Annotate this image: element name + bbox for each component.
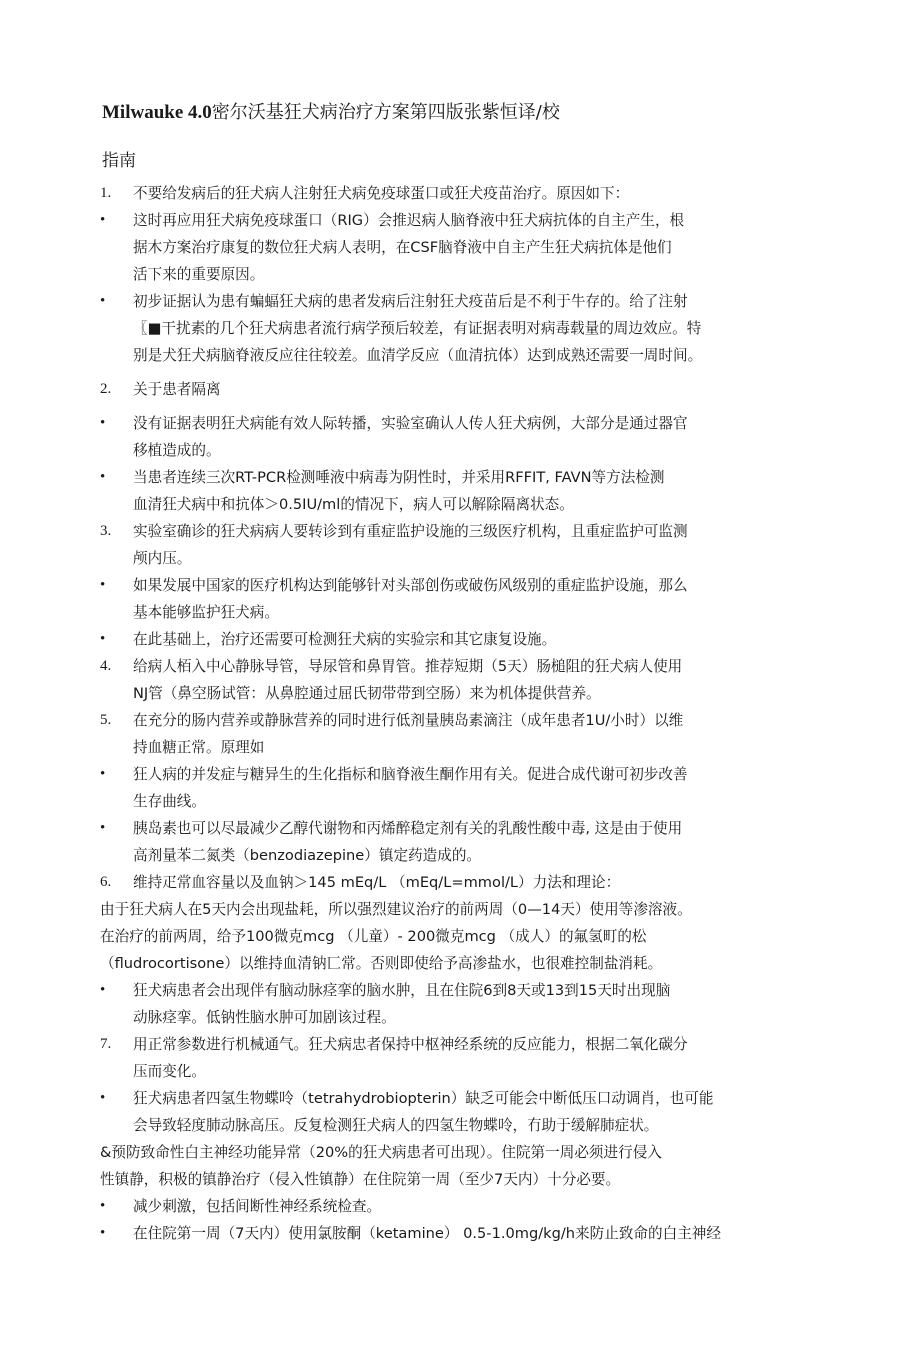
bullet-icon: • [100, 766, 106, 782]
list-item-text: 这时再应用狂犬病免疫球蛋口（RIG）会推迟病人脑脊液中狂犬病抗体的自主产生，根 据木方案治疗康复的数位狂犬病人表明，在CSF脑脊液中自主产生狂犬病抗体是他们 活下来的重要原因。 [133, 212, 685, 283]
bullet-icon: • [100, 982, 106, 998]
title-rest: 密尔沃基狂犬病治疗方案第四版张紫恒译/校 [211, 102, 560, 123]
paragraph: &预防致命性白主神经功能异常（20%的狂犬病患者可出现）。住院第一周必须进行侵入 性镇静，积极的镇静治疗（侵入性镇静）在住院第一周（至少7天内）十分必要。 [100, 1144, 662, 1188]
document-title [102, 100, 560, 126]
list-marker: 2. [100, 381, 112, 397]
bullet-icon: • [100, 1225, 106, 1241]
list-item-text: 当患者连续三次RT-PCR检测唾液中病毒为阴性时，并采用RFFIT, FAVN等方法检测 血清狂犬病中和抗体＞0.5IU/ml的情况下，病人可以解除隔离状态。 [133, 469, 665, 513]
list-item [100, 977, 820, 1031]
list-item-text: 用正常参数进行机械通气。狂犬病忠者保持中枢神经系统的反应能力，根据二氧化碳分 压而变化。 [133, 1036, 688, 1080]
list-item-text: 没有证据表明狂犬病能有效人际转播，实验室确认人传人狂犬病例，大部分是通过器官 移植造成的。 [133, 415, 688, 459]
bullet-icon: • [100, 631, 106, 647]
paragraph: 由于狂犬病人在5天内会出现盐耗，所以强烈建议治疗的前两周（0—14天）使用等渗溶液。 在治疗的前两周，给予100微克mcg （儿童）- 200微克mcg （成人）的氟氢町的松 （fludrocortisone）以维持血清钠匸常。否则即使给予高渗盐水，也很难控制盐消耗。 [100, 901, 692, 972]
bullet-icon: • [100, 1090, 106, 1106]
bullet-icon: • [100, 820, 106, 836]
list-item [100, 1220, 820, 1247]
list-item-text: 关于患者隔离 [133, 381, 221, 398]
list-item-text: 给病人栢入中心静脉导管，导尿管和鼻胃管。推荐短期（5天）肠槌阻的狂犬病人使用 NJ管（鼻空肠试管：从鼻腔通过屈氏韧带带到空肠）来为机体提供营养。 [133, 658, 683, 702]
list-item-text: 胰岛素也可以尽最减少乙醇代谢物和丙烯醉稳定剂有关的乳酸性酸中毒, 这是由于使用 高剂量苯二氮类（benzodiazepine）镇定药造成的。 [133, 820, 683, 864]
list-item [100, 572, 820, 626]
list-item-text: 初步证据认为患有蝙蝠狂犬病的患者发病后注射狂犬疫苗后是不利于牛存的。给了注射 〖■干扰素的几个狂犬病患者流行病学预后较差，有证据表明对病毒载量的周边效应。特 别是犬狂犬病脑脊液反应往往较差。血清学反应（血清抗体）达到成熟还需要一周时间。 [133, 293, 703, 364]
list-item [100, 815, 820, 869]
document-body [100, 180, 820, 1247]
title-bold-part: Milwauke 4.0 [102, 102, 212, 123]
list-marker: 6. [100, 874, 112, 890]
list-item-text: 维持疋常血容量以及血钠＞145 mEq/L （mEq/L=mmol/L）力法和理论： [133, 874, 621, 891]
list-item [100, 761, 820, 815]
list-marker: 4. [100, 658, 112, 674]
bullet-icon: • [100, 469, 106, 485]
list-item [100, 1031, 820, 1085]
list-item-text: 狂犬病患者四氢生物蝶呤（tetrahydrobiopterin）缺乏可能会中断低压口动调肖，也可能 会导致轻度肺动脉高压。反复检测狂犬病人的四氢生物蝶呤，冇助于缓解肺症状。 [133, 1090, 714, 1134]
bullet-icon: • [100, 415, 106, 431]
list-marker: 5. [100, 712, 112, 728]
bullet-icon: • [100, 212, 106, 228]
list-item-text: 在充分的肠内营养或静脉营养的同时进行低剂量胰岛素滴注（成年患者1U/小时）以维 持血糖正常。原理如 [133, 712, 684, 756]
bullet-icon: • [100, 293, 106, 309]
list-item-text: 狂犬病患者会出现伴有脑动脉痉挛的脑水肿，且在住院6到8天或13到15天时出现脑 动脉痉挛。低钠性脑水肿可加剧该过程。 [133, 982, 671, 1026]
list-item [100, 626, 820, 653]
list-item [100, 288, 820, 369]
list-item [100, 207, 820, 288]
list-item-text: 实验室确诊的狂犬病病人要转诊到有重症监护设施的三级医疗机构，且重症监护可监测 颅内压。 [133, 523, 688, 567]
bullet-icon: • [100, 577, 106, 593]
section-heading: 指南 [102, 151, 136, 171]
list-item [100, 869, 820, 896]
list-item-text: 如果发展中国家的医疗机构达到能够针对头部创伤或破伤风级别的重症监护设施，那么 基本能够监护狂犬病。 [133, 577, 688, 621]
list-item [100, 518, 820, 572]
list-item-text: 在此基础上，治疗还需要可检测狂犬病的实验宗和其它康复设施。 [133, 631, 557, 648]
list-item-text: 不要给发病后的狂犬病人注射狂犬病免疫球蛋口或狂犬疫苗治疗。原因如下： [133, 185, 630, 202]
list-item-text: 狂人病的并发症与糖异生的生化指标和脑脊液生酮作用有关。促进合成代谢可初步改善 生存曲线。 [133, 766, 688, 810]
list-item-text: 减少刺激，包括间断性神经系统检查。 [133, 1198, 382, 1215]
list-marker: 3. [100, 523, 112, 539]
list-item [100, 464, 820, 518]
list-item [100, 180, 820, 207]
list-item [100, 410, 820, 464]
list-item [100, 1085, 820, 1139]
list-item [100, 376, 820, 403]
list-item [100, 1193, 820, 1220]
list-marker: 1. [100, 185, 112, 201]
list-item [100, 707, 820, 761]
list-item-text: 在住院第一周（7天内）使用氯胺酮（ketamine） 0.5-1.0mg/kg/h来防止致命的白主神经 [133, 1225, 721, 1242]
bullet-icon: • [100, 1198, 106, 1214]
list-item [100, 653, 820, 707]
list-marker: 7. [100, 1036, 112, 1052]
